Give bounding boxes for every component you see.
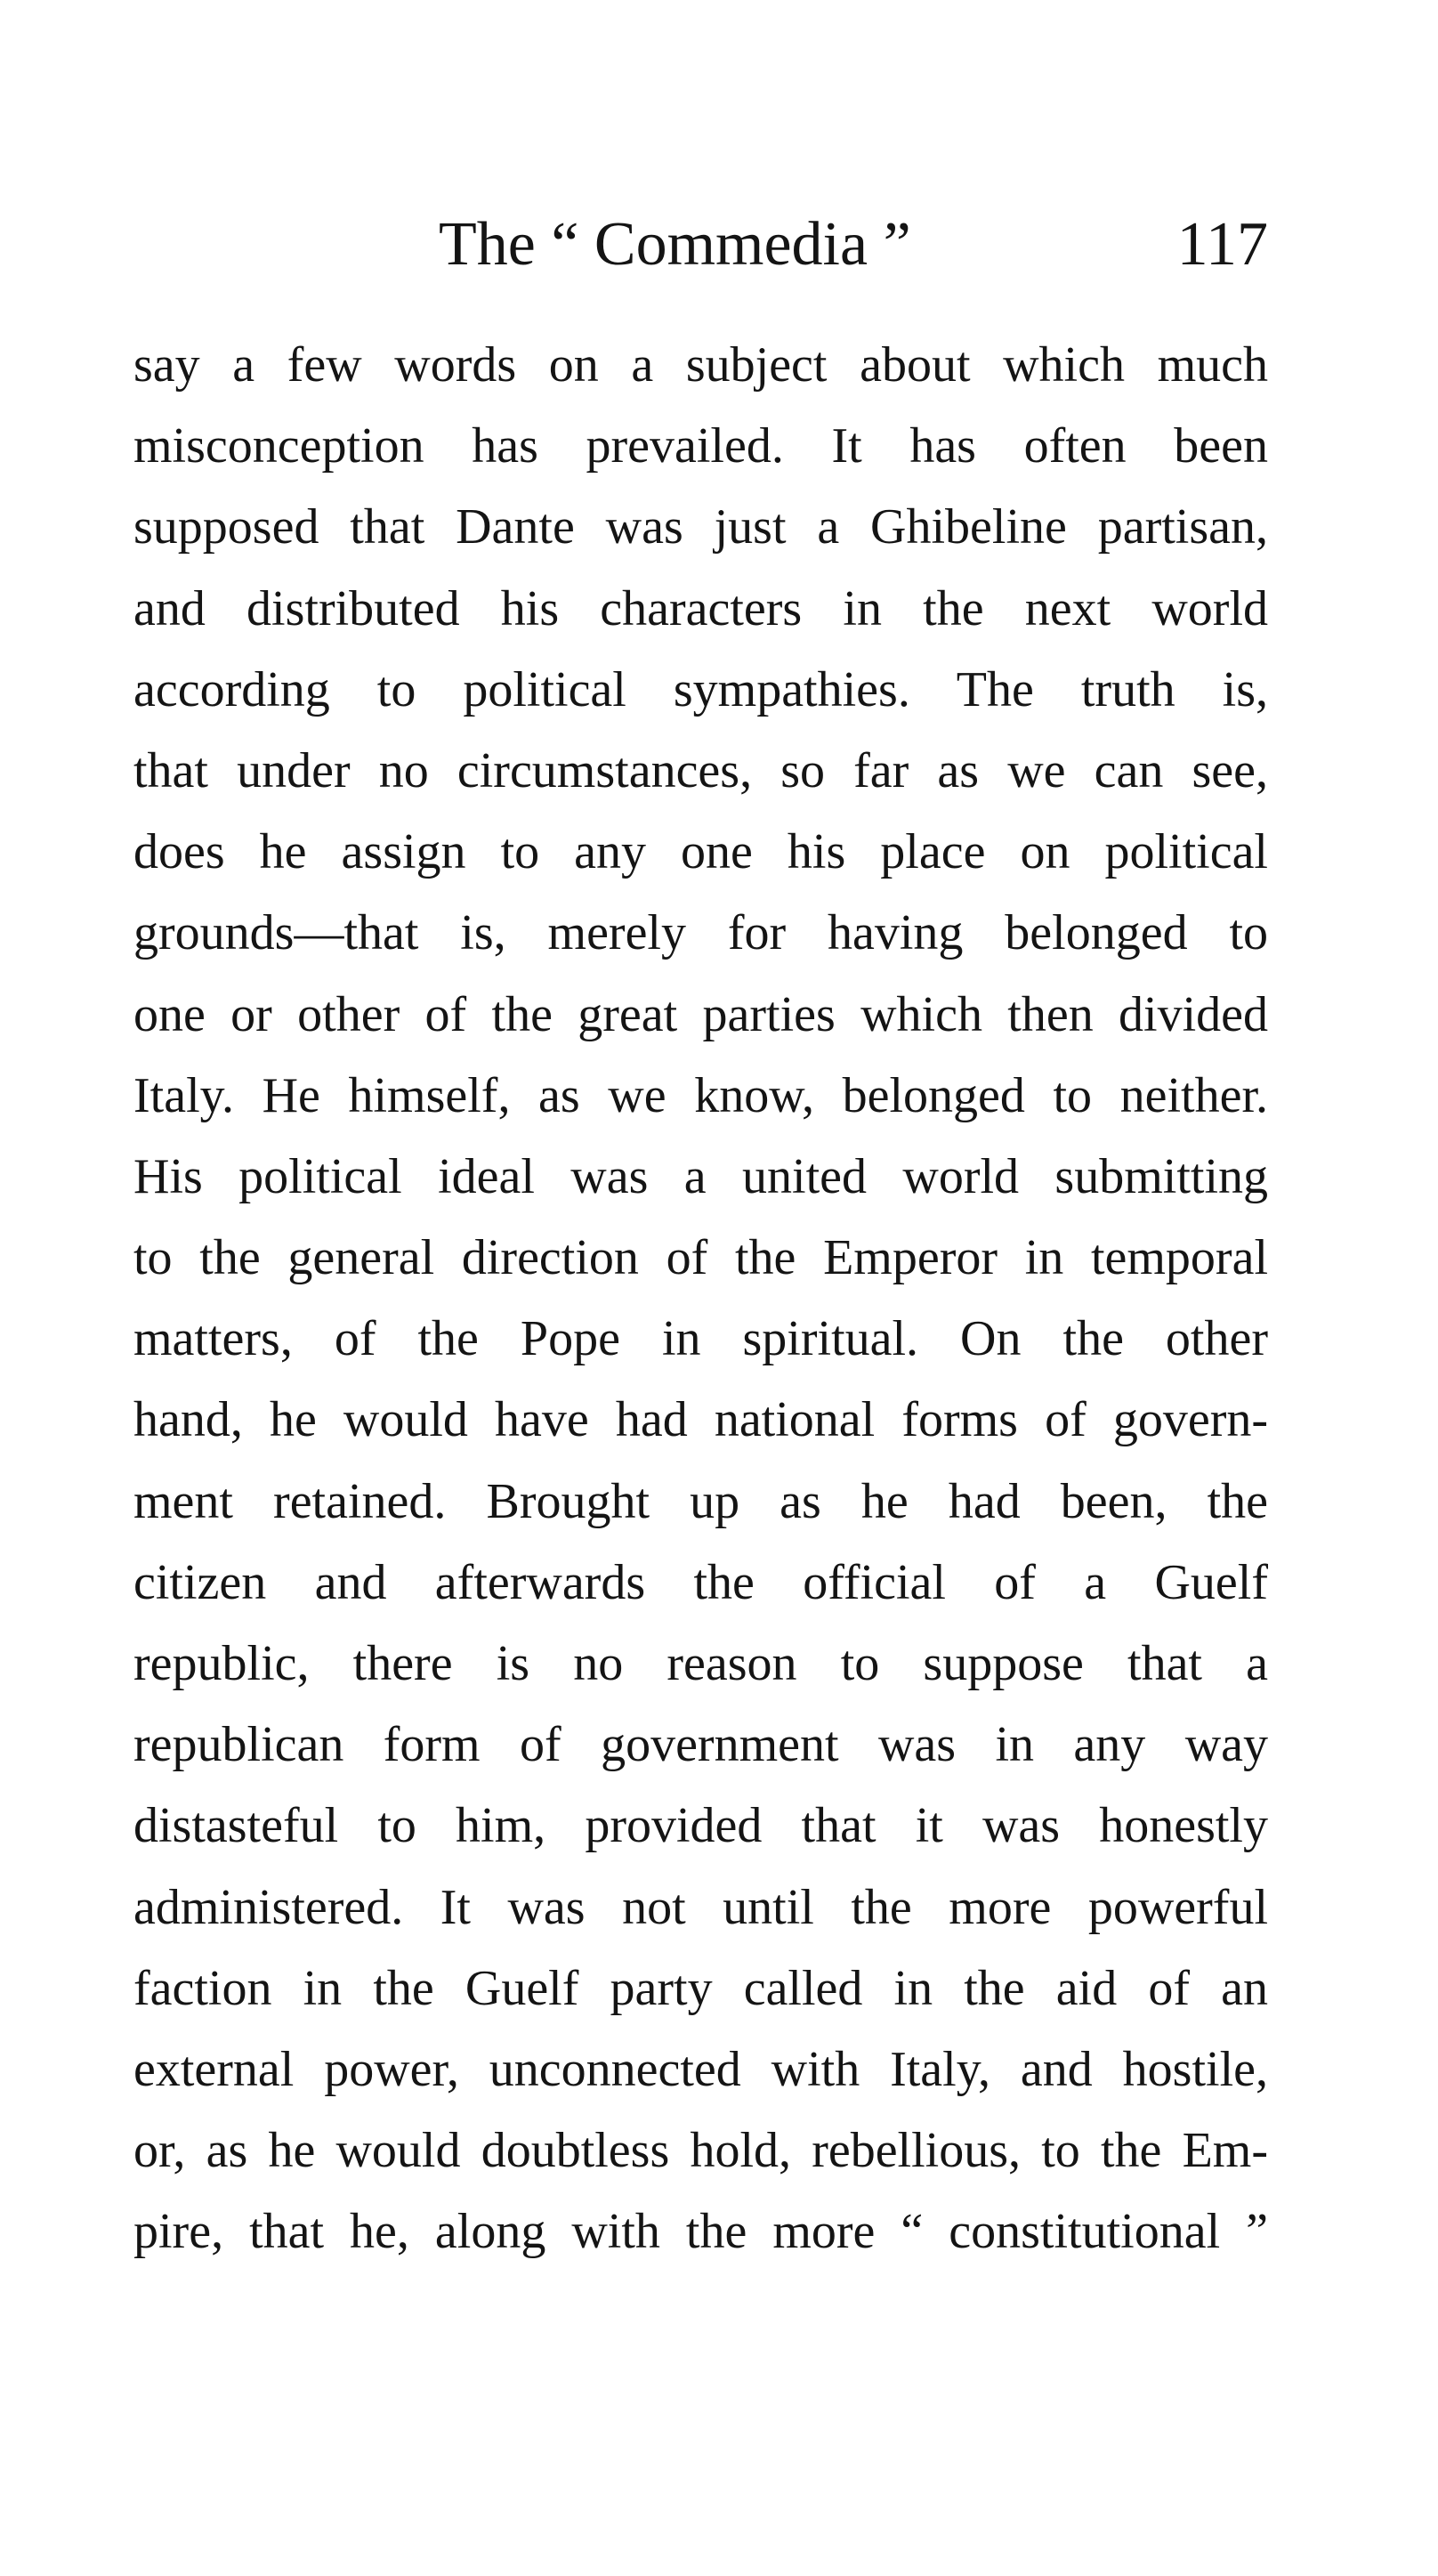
text-line: hand, he would have had national forms of govern- [133,1392,1268,1448]
running-title: The “ Commedia ” [439,210,911,279]
text-line: Italy. He himself, as we know, belonged to neither. [133,1067,1268,1123]
text-line: His political ideal was a united world submitting [133,1148,1268,1204]
running-head [133,196,1268,294]
text-line: republic, there is no reason to suppose that a [133,1636,1268,1691]
text-line: matters, of the Pope in spiritual. On the other [133,1311,1268,1367]
text-line: grounds—that is, merely for having belonged to [133,905,1268,961]
text-line: administered. It was not until the more powerful [133,1879,1268,1935]
text-line: citizen and afterwards the official of a Guelf [133,1554,1268,1610]
text-line: say a few words on a subject about which much [133,337,1268,393]
page-number: 117 [1176,210,1268,279]
text-line: supposed that Dante was just a Ghibeline partisan, [133,499,1268,555]
text-line: and distributed his characters in the next world [133,580,1268,636]
text-line: to the general direction of the Emperor in temporal [133,1230,1268,1286]
text-line: misconception has prevailed. It has often been [133,418,1268,474]
body-text [133,325,1268,2273]
text-line: or, as he would doubtless hold, rebellious, to the Em- [133,2123,1268,2179]
text-line: does he assign to any one his place on political [133,824,1268,880]
text-line: distasteful to him, provided that it was honestly [133,1798,1268,1854]
text-line: that under no circumstances, so far as we can see, [133,742,1268,798]
text-line: according to political sympathies. The truth is, [133,661,1268,717]
text-line: external power, unconnected with Italy, and hostile, [133,2041,1268,2097]
text-line: one or other of the great parties which then divided [133,986,1268,1042]
text-line: pire, that he, along with the more “ constitutional ” [133,2204,1268,2260]
text-line: faction in the Guelf party called in the aid of an [133,1960,1268,2016]
text-line: republican form of government was in any way [133,1717,1268,1773]
text-line: ment retained. Brought up as he had been, the [133,1473,1268,1529]
